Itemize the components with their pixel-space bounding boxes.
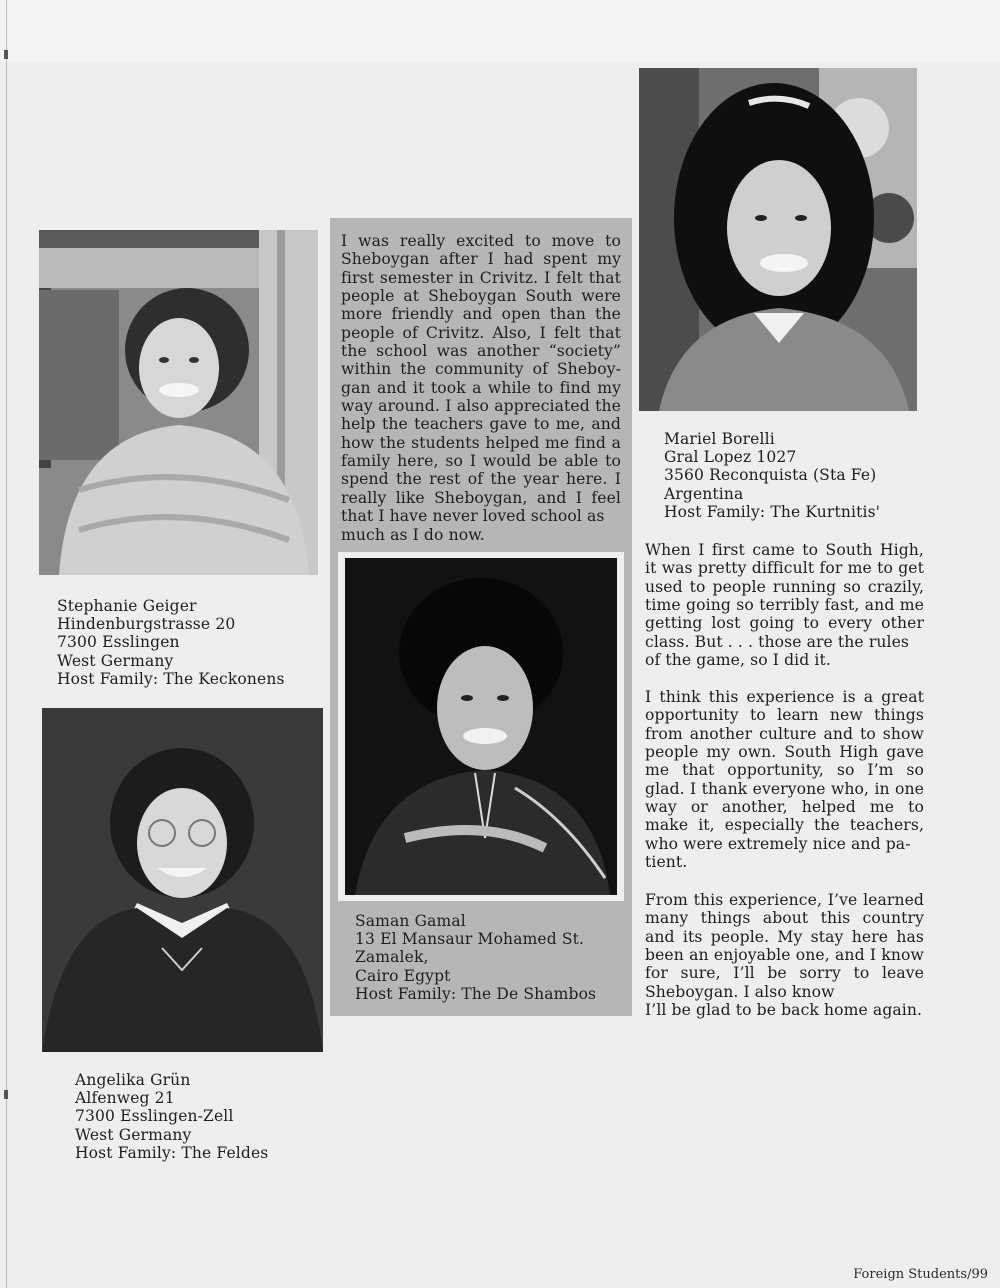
quote-body: I was really excited to move to Sheboygan after I had spent my first semester in Crivitz. I felt that people at Sheboygan South were more friendly and open than the people of Crivitz. Also, I felt that the school was another “society” within the community of Sheboy-gan and it took a while to find my way around. I also appreciated the help the teachers gave to me, and how the students helped me find a family here, so I would be able to spend the rest of the year here. I really like Sheboygan, and I feel that I have never loved school as bbox=[341, 232, 621, 526]
caption-angelika-grun bbox=[75, 1071, 268, 1162]
student-name: Saman Gamal bbox=[355, 912, 466, 930]
quote-text bbox=[341, 232, 621, 544]
essay-paragraph-body: From this experience, I’ve learned many things about this country and its people. My stay here has been an enjoyable one, and I know for sure, I’ll be sorry to leave Sheboygan. I also know bbox=[645, 891, 924, 1001]
photo-saman-gamal bbox=[345, 558, 617, 895]
student-name: Angelika Grün bbox=[75, 1071, 191, 1089]
essay-paragraph-3 bbox=[645, 891, 924, 1019]
page-top-band bbox=[0, 0, 1000, 62]
quote-last-line: much as I do now. bbox=[341, 525, 485, 544]
address-line: 7300 Esslingen bbox=[57, 633, 180, 652]
address-line: Argentina bbox=[664, 484, 744, 503]
address-line: West Germany bbox=[57, 651, 174, 670]
address-line: Gral Lopez 1027 bbox=[664, 448, 797, 467]
caption-stephanie-geiger bbox=[57, 597, 285, 688]
caption-saman-gamal bbox=[355, 912, 596, 1003]
photo-angelika-grun bbox=[42, 708, 323, 1052]
essay-paragraph-last-line: tient. bbox=[645, 853, 688, 872]
essay-paragraph-last-line: I’ll be glad to be back home again. bbox=[645, 1001, 923, 1020]
essay-paragraph-1 bbox=[645, 541, 924, 669]
essay-paragraph-2 bbox=[645, 688, 924, 871]
page-folio: Foreign Students/99 bbox=[853, 1267, 988, 1282]
binding-mark bbox=[4, 50, 8, 59]
address-line: Alfenweg 21 bbox=[75, 1089, 175, 1108]
address-line: Zamalek, bbox=[355, 948, 429, 967]
address-line: 3560 Reconquista (Sta Fe) bbox=[664, 466, 877, 485]
address-line: Hindenburgstrasse 20 bbox=[57, 615, 236, 634]
essay-paragraph-last-line: of the game, so I did it. bbox=[645, 651, 831, 670]
host-family: Host Family: The Kurtnitis' bbox=[664, 502, 881, 521]
address-line: 7300 Esslingen-Zell bbox=[75, 1107, 234, 1126]
binding-mark bbox=[4, 1090, 8, 1099]
student-name: Stephanie Geiger bbox=[57, 597, 197, 615]
address-line: West Germany bbox=[75, 1125, 192, 1144]
photo-mariel-borelli bbox=[639, 68, 917, 411]
host-family: Host Family: The Keckonens bbox=[57, 669, 285, 688]
address-line: 13 El Mansaur Mohamed St. bbox=[355, 930, 585, 949]
essay-paragraph-body: I think this experience is a great opportunity to learn new things from another culture and to show people my own. South High gave me that opportunity, so I’m so glad. I thank everyone who, in one way or another, helped me to make it, especially the teachers, who were extremely nice and pa- bbox=[645, 688, 924, 853]
photo-stephanie-geiger bbox=[39, 230, 318, 575]
student-name: Mariel Borelli bbox=[664, 430, 775, 448]
caption-mariel-borelli bbox=[664, 430, 880, 521]
essay-paragraph-body: When I first came to South High, it was pretty difficult for me to get used to people running so crazily, time going so terribly fast, and me getting lost going to every other class. But . . . those are the rules bbox=[645, 541, 924, 651]
host-family: Host Family: The Feldes bbox=[75, 1143, 269, 1162]
host-family: Host Family: The De Shambos bbox=[355, 984, 597, 1003]
address-line: Cairo Egypt bbox=[355, 966, 451, 985]
